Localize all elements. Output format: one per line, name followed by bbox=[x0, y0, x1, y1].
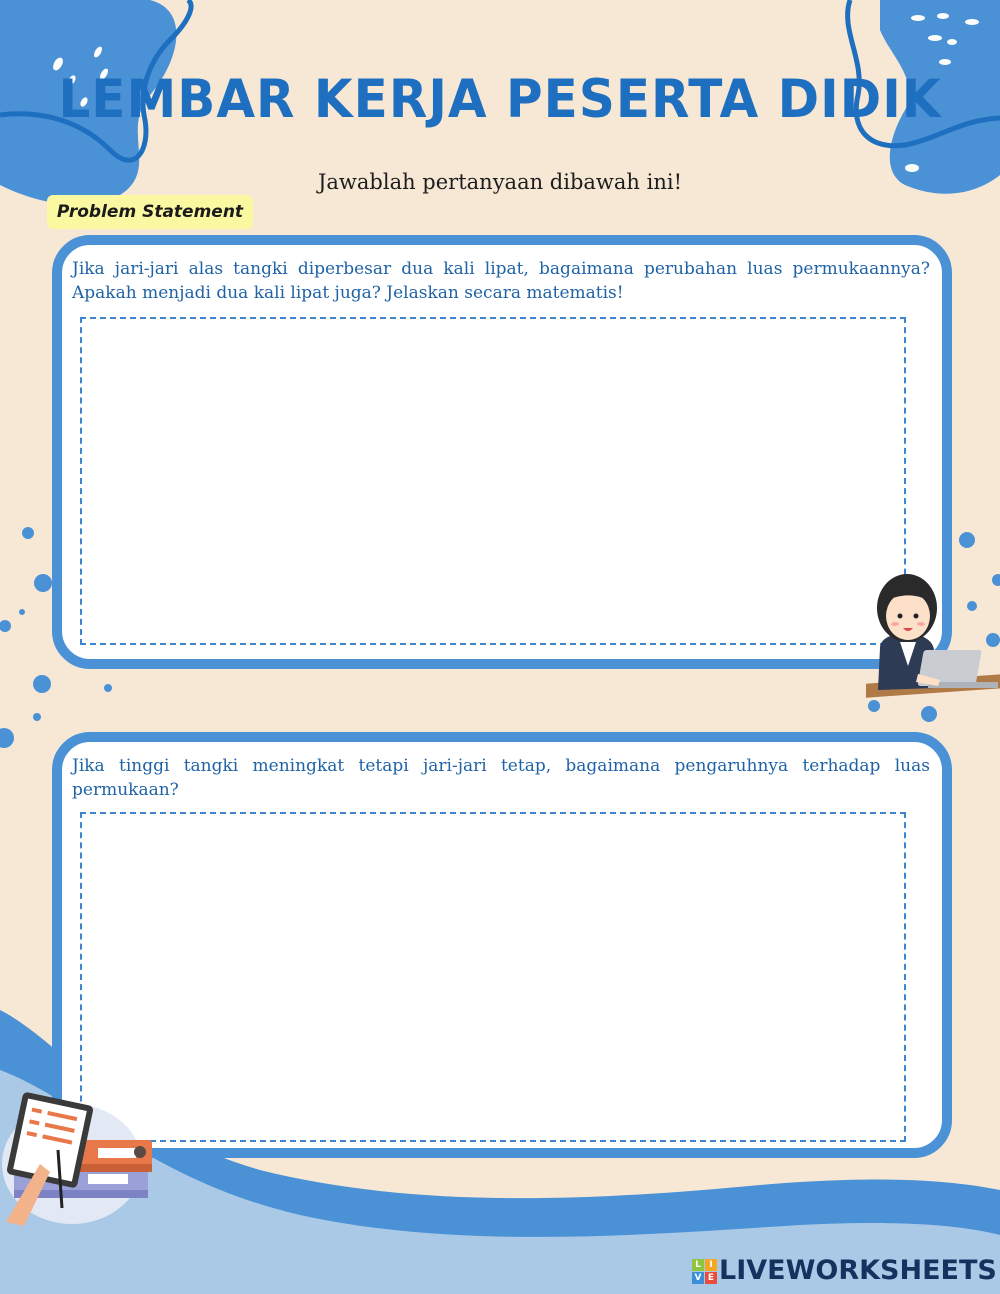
student-with-laptop-illustration bbox=[862, 558, 1000, 714]
answer-field-1[interactable] bbox=[80, 317, 906, 645]
liveworksheets-logo bbox=[692, 1254, 997, 1288]
question-text-2: Jika tinggi tangki meningkat tetapi jari-jari tetap, bagaimana pengaruhnya terhadap luas permukaan? bbox=[72, 756, 930, 800]
liveworksheets-logo-text: LIVEWORKSHEETS bbox=[719, 1255, 997, 1286]
answer-field-2[interactable] bbox=[80, 812, 906, 1142]
liveworksheets-logo-icon: L I V E bbox=[692, 1259, 717, 1284]
question-card-2 bbox=[52, 732, 952, 1158]
page-title: LEMBAR KERJA PESERTA DIDIK bbox=[58, 68, 942, 130]
question-card-1 bbox=[52, 235, 952, 669]
instruction-text: Jawablah pertanyaan dibawah ini! bbox=[317, 170, 683, 194]
question-text-1: Jika jari-jari alas tangki diperbesar dua kali lipat, bagaimana perubahan luas permukaannya? Apakah menjadi dua kali lipat juga? Jelaskan secara matematis! bbox=[72, 259, 930, 303]
section-badge: Problem Statement bbox=[47, 195, 253, 229]
clipboard-and-binders-illustration bbox=[0, 1092, 152, 1226]
